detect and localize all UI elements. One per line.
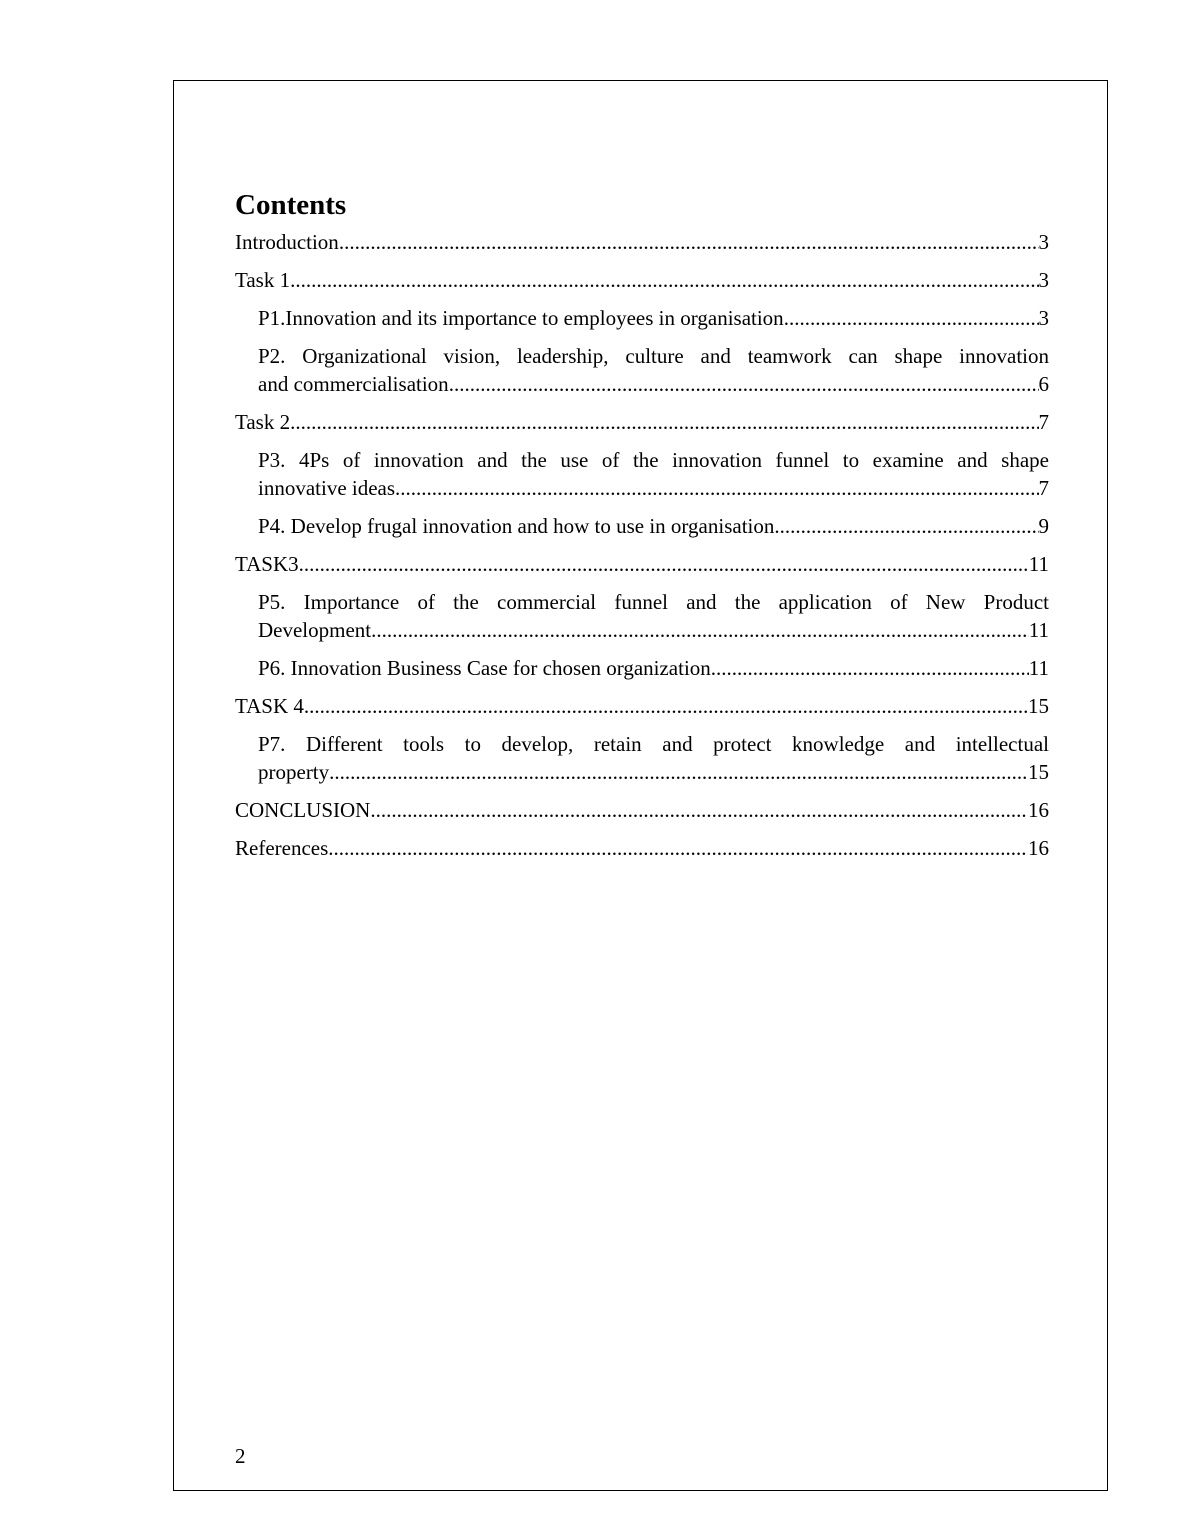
toc-entry-page: 15	[1028, 694, 1049, 718]
toc-entry-label: innovative ideas	[258, 476, 396, 500]
dot-leader	[371, 616, 1029, 644]
toc-entry-p4[interactable]	[258, 512, 1049, 540]
toc-entry-label: Task 1	[235, 268, 291, 292]
toc-entry-page: 3	[1038, 306, 1049, 330]
toc-entry-page: 3	[1038, 268, 1049, 292]
toc-entry-page: 11	[1028, 618, 1049, 642]
toc-entry-label: References	[235, 836, 329, 860]
toc-entry-label: CONCLUSION	[235, 798, 371, 822]
dot-leader	[449, 370, 1039, 398]
dot-leader	[299, 550, 1029, 578]
toc-entry-page: 9	[1038, 514, 1049, 538]
toc-entry-label: TASK3	[235, 552, 299, 576]
toc-entry-page: 3	[1038, 230, 1049, 254]
toc-entry-p3[interactable]	[258, 446, 1049, 502]
toc-entry-label: TASK 4	[235, 694, 304, 718]
toc-entry-page: 15	[1028, 760, 1049, 784]
toc-title: Contents	[235, 189, 347, 221]
toc-entry-page: 16	[1028, 836, 1049, 860]
toc-entry-first-line: P5. Importance of the commercial funnel and the application of New Product	[258, 590, 1049, 614]
toc-entry-label: P1.Innovation and its importance to employees in organisation	[258, 306, 784, 330]
toc-entry-page: 11	[1028, 552, 1049, 576]
toc-entry-references[interactable]	[235, 834, 1049, 862]
toc-entry-label: Development	[258, 618, 372, 642]
toc-entry-label: Introduction	[235, 230, 339, 254]
toc-entry-page: 16	[1028, 798, 1049, 822]
page-number: 2	[235, 1444, 246, 1468]
toc-entry-first-line: P2. Organizational vision, leadership, culture and teamwork can shape innovation	[258, 344, 1049, 368]
toc-entry-p6[interactable]	[258, 654, 1049, 682]
toc-entry-p1[interactable]	[258, 304, 1049, 332]
toc-entry-label: and commercialisation	[258, 372, 449, 396]
dot-leader	[290, 408, 1038, 436]
dot-leader	[329, 758, 1028, 786]
toc-entry-label: property	[258, 760, 330, 784]
toc-entry-task-4[interactable]	[235, 692, 1049, 720]
toc-entry-task-1[interactable]	[235, 266, 1049, 294]
toc-entry-conclusion[interactable]	[235, 796, 1049, 824]
toc-entry-p2[interactable]	[258, 342, 1049, 398]
dot-leader	[711, 654, 1029, 682]
dot-leader	[784, 304, 1039, 332]
table-of-contents	[235, 186, 1049, 872]
toc-entry-page: 6	[1038, 372, 1049, 396]
toc-entry-page: 7	[1038, 476, 1049, 500]
toc-entry-label: Task 2	[235, 410, 291, 434]
toc-entry-page: 7	[1038, 410, 1049, 434]
dot-leader	[370, 796, 1028, 824]
dot-leader	[304, 692, 1028, 720]
toc-entry-page: 11	[1028, 656, 1049, 680]
toc-entry-label: P4. Develop frugal innovation and how to use in organisation	[258, 514, 775, 538]
toc-entry-introduction[interactable]	[235, 228, 1049, 256]
dot-leader	[339, 228, 1039, 256]
toc-entry-label: P6. Innovation Business Case for chosen organization	[258, 656, 711, 680]
toc-entry-task-2[interactable]	[235, 408, 1049, 436]
toc-entry-p5[interactable]	[258, 588, 1049, 644]
dot-leader	[774, 512, 1038, 540]
dot-leader	[328, 834, 1028, 862]
dot-leader	[290, 266, 1038, 294]
dot-leader	[395, 474, 1038, 502]
toc-entry-p7[interactable]	[258, 730, 1049, 786]
toc-entry-first-line: P7. Different tools to develop, retain and protect knowledge and intellectual	[258, 732, 1049, 756]
toc-entry-task-3[interactable]	[235, 550, 1049, 578]
toc-entry-first-line: P3. 4Ps of innovation and the use of the innovation funnel to examine and shape	[258, 448, 1049, 472]
